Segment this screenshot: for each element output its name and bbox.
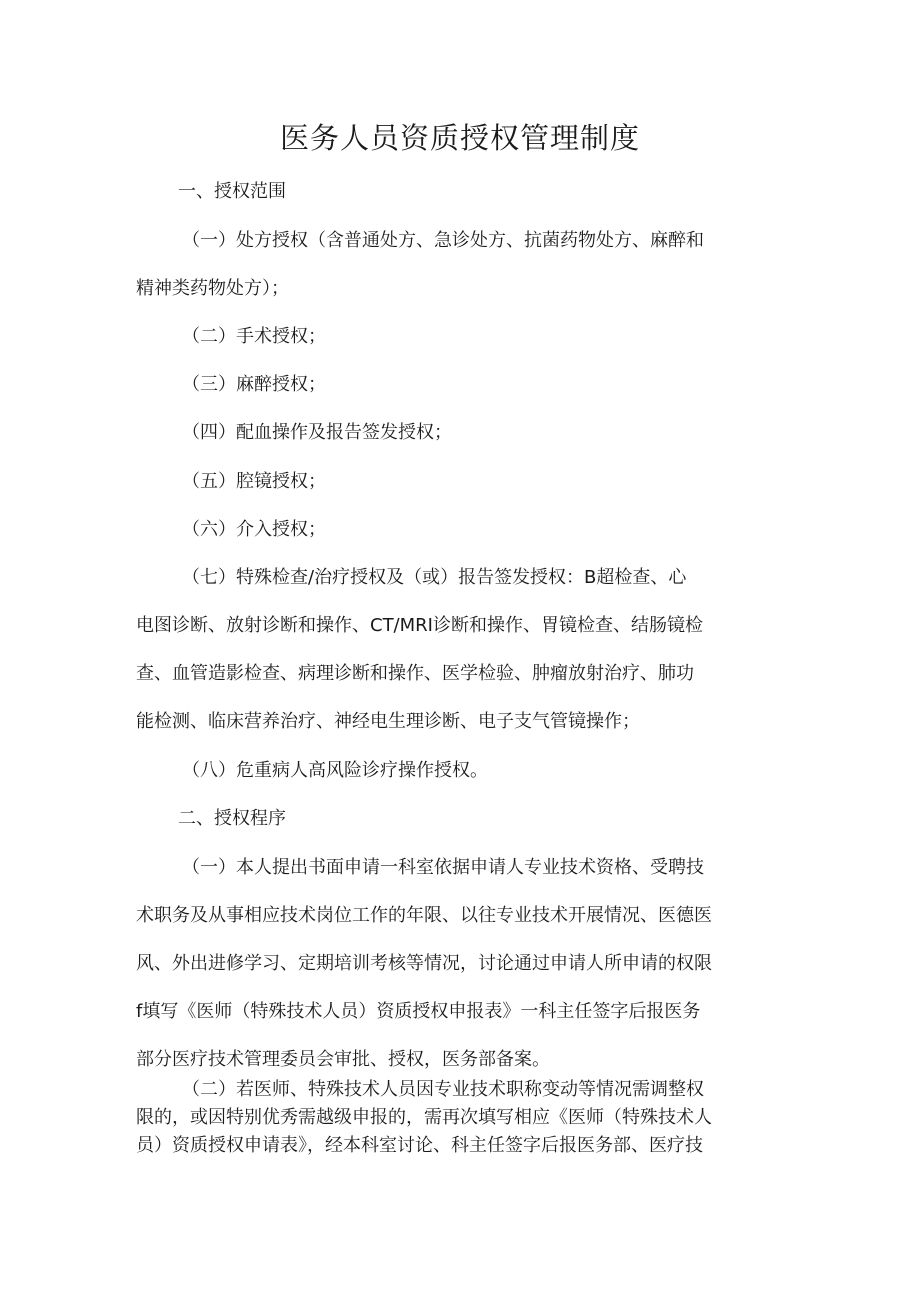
scope-item-4: （四）配血操作及报告签发授权； [182,422,452,443]
scope-item-6: （六）介入授权； [182,519,326,540]
scope-item-5: （五）腔镜授权； [182,471,326,492]
scope-item-2: （二）手术授权； [182,326,326,347]
scope-item-7: （七）特殊检查/治疗授权及（或）报告签发授权：B超检查、心 [182,567,687,588]
scope-item-3: （三）麻醉授权； [182,374,326,395]
scope-item-7-cont-1: 电图诊断、放射诊断和操作、CT/MRI诊断和操作、胃镜检查、结肠镜检 [136,615,703,636]
procedure-item-1-cont-1: 术职务及从事相应技术岗位工作的年限、以往专业技术开展情况、医德医 [136,905,712,926]
procedure-item-1-cont-4: 部分医疗技术管理委员会审批、授权，医务部备案。 [136,1049,550,1070]
procedure-item-1: （一）本人提出书面申请一科室依据申请人专业技术资格、受聘技 [182,857,704,878]
scope-item-8: （八）危重病人高风险诊疗操作授权。 [182,760,488,781]
procedure-item-2-cont-1: 限的，或因特别优秀需越级申报的，需再次填写相应《医师（特殊技术人 [136,1107,712,1128]
section-heading-procedure: 二、授权程序 [178,808,286,829]
procedure-item-2: （二）若医师、特殊技术人员因专业技术职称变动等情况需调整权 [182,1079,704,1100]
section-heading-scope: 一、授权范围 [178,181,286,202]
scope-item-7-cont-3: 能检测、临床营养治疗、神经电生理诊断、电子支气管镜操作； [136,711,640,732]
document-title: 医务人员资质授权管理制度 [279,121,640,155]
scope-item-1: （一）处方授权（含普通处方、急诊处方、抗菌药物处方、麻醉和 [182,230,704,251]
scope-item-1-cont: 精神类药物处方）； [136,278,289,299]
procedure-item-1-cont-2: 风、外出进修学习、定期培训考核等情况，讨论通过申请人所申请的权限 [136,953,712,974]
procedure-item-2-cont-2: 员）资质授权申请表》，经本科室讨论、科主任签字后报医务部、医疗技 [136,1135,703,1156]
procedure-item-1-cont-3: f填写《医师（特殊技术人员）资质授权申报表》一科主任签字后报医务 [136,1001,701,1022]
scope-item-7-cont-2: 查、血管造影检查、病理诊断和操作、医学检验、肿瘤放射治疗、肺功 [136,663,694,684]
